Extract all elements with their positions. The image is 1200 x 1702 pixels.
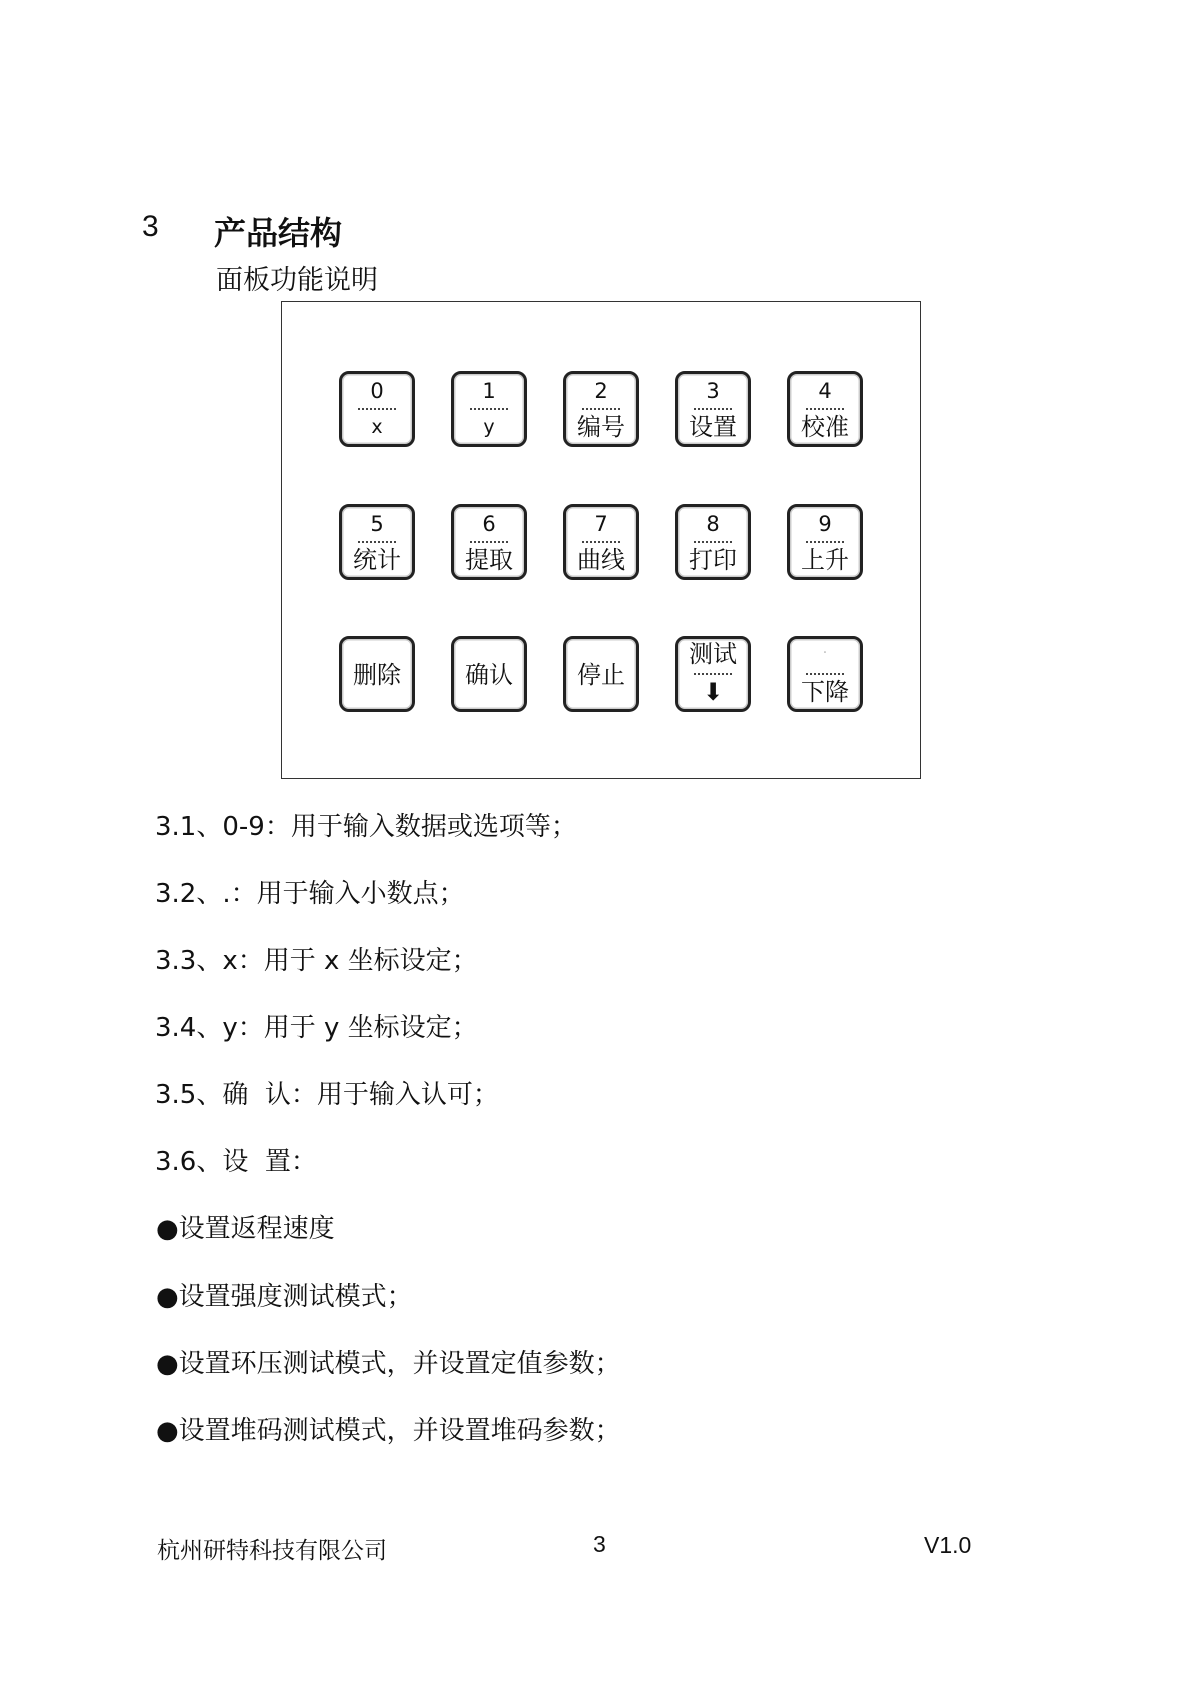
key-3-settings[interactable] (675, 371, 751, 447)
key-top-label: 5 (370, 512, 384, 536)
key-stop[interactable] (563, 636, 639, 712)
paragraph: 3.6、设 置： (155, 1147, 317, 1177)
bullet-item: ●设置返程速度 (156, 1214, 335, 1244)
key-delete[interactable] (339, 636, 415, 712)
section-number: 3 (142, 210, 159, 243)
key-bottom-label: 下降 (801, 678, 849, 706)
paragraph: 3.3、x：用于 x 坐标设定； (155, 946, 478, 976)
key-divider (358, 408, 396, 410)
key-bottom-label: 打印 (689, 546, 737, 574)
key-divider (470, 408, 508, 410)
key-label: 停止 (577, 661, 625, 689)
arrow-down-icon: ⬇ (702, 678, 724, 706)
key-confirm[interactable] (451, 636, 527, 712)
key-divider (470, 541, 508, 543)
key-top-label: 1 (482, 379, 496, 403)
section-subtitle: 面板功能说明 (216, 265, 378, 296)
key-bottom-label: 设置 (689, 413, 737, 441)
key-top-label: 6 (482, 512, 496, 536)
bullet-item: ●设置环压测试模式，并设置定值参数； (156, 1349, 621, 1379)
key-bottom-label: 上升 (801, 546, 849, 574)
key-1-y[interactable] (451, 371, 527, 447)
key-2-number[interactable] (563, 371, 639, 447)
footer-company: 杭州研特科技有限公司 (157, 1538, 387, 1564)
paragraph: 3.5、确 认：用于输入认可； (155, 1080, 499, 1110)
key-top-label: 3 (706, 379, 720, 403)
key-label: 删除 (353, 661, 401, 689)
bullet-item: ●设置堆码测试模式，并设置堆码参数； (156, 1416, 621, 1446)
key-divider (694, 541, 732, 543)
bullet-item: ●设置强度测试模式； (156, 1282, 413, 1312)
key-divider (358, 541, 396, 543)
decimal-point-label: · (822, 645, 828, 661)
keypad-panel (281, 301, 921, 779)
key-divider (582, 541, 620, 543)
key-bottom-label: x (371, 416, 383, 438)
key-top-label: 8 (706, 512, 720, 536)
key-9-up[interactable] (787, 504, 863, 580)
key-label: 确认 (465, 661, 513, 689)
key-top-label: 9 (818, 512, 832, 536)
page-number: 3 (593, 1531, 606, 1557)
paragraph: 3.4、y：用于 y 坐标设定； (155, 1013, 478, 1043)
key-top-label: 7 (594, 512, 608, 536)
key-divider (806, 673, 844, 675)
section-title: 产品结构 (214, 214, 343, 252)
key-bottom-label: 统计 (353, 546, 401, 574)
key-bottom-label: 编号 (577, 413, 625, 441)
key-divider (806, 541, 844, 543)
key-0-x[interactable] (339, 371, 415, 447)
paragraph: 3.2、.：用于输入小数点； (155, 879, 465, 909)
key-decimal-down[interactable] (787, 636, 863, 712)
document-version: V1.0 (924, 1532, 972, 1558)
key-6-retrieve[interactable] (451, 504, 527, 580)
key-top-label: 4 (818, 379, 832, 403)
key-7-curve[interactable] (563, 504, 639, 580)
key-bottom-label: y (483, 416, 495, 438)
paragraph: 3.1、0-9：用于输入数据或选项等； (155, 812, 577, 842)
key-bottom-label: 校准 (801, 413, 849, 441)
key-5-statistics[interactable] (339, 504, 415, 580)
key-bottom-label: 曲线 (577, 546, 625, 574)
key-top-label: 测试 (689, 640, 737, 668)
key-bottom-label: 提取 (465, 546, 513, 574)
key-divider (806, 408, 844, 410)
key-top-label: 0 (370, 379, 384, 403)
key-divider (582, 408, 620, 410)
key-divider (694, 673, 732, 675)
key-4-calibrate[interactable] (787, 371, 863, 447)
key-test-down[interactable] (675, 636, 751, 712)
key-8-print[interactable] (675, 504, 751, 580)
key-top-label: 2 (594, 379, 608, 403)
key-divider (694, 408, 732, 410)
